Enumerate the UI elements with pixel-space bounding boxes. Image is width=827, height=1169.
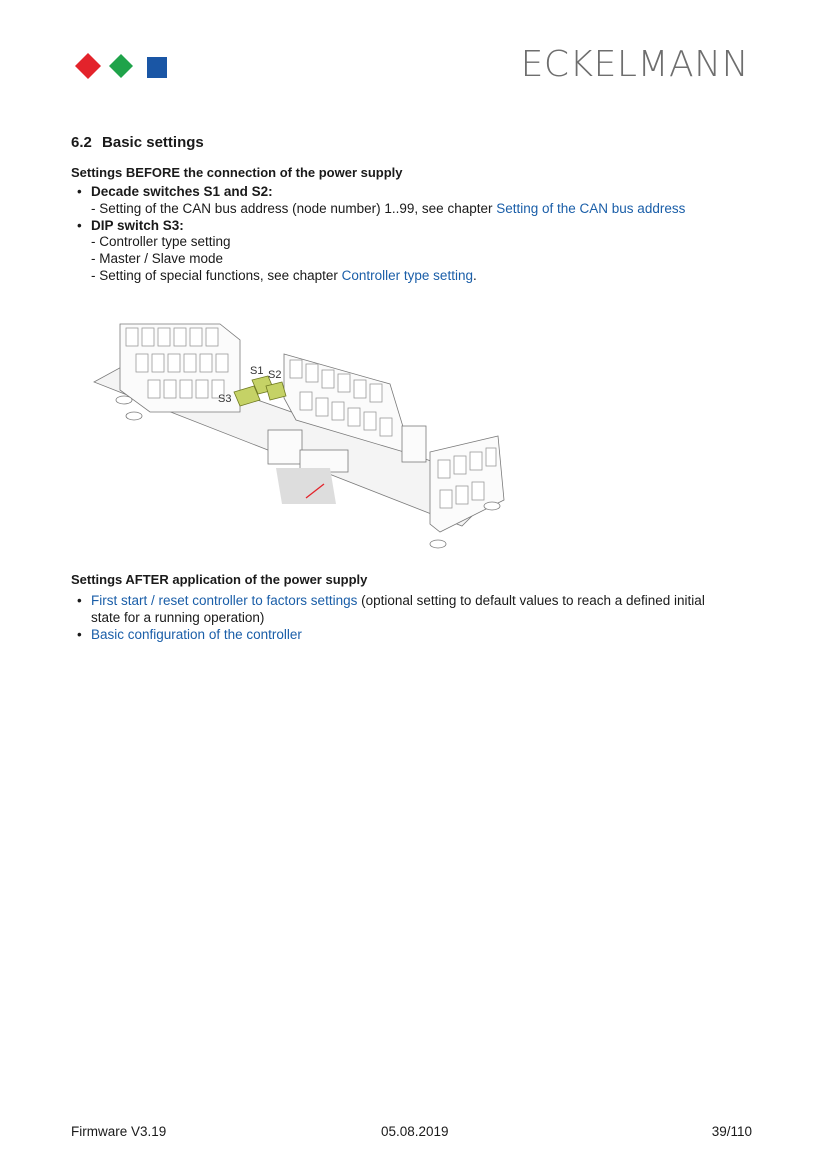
footer-firmware: Firmware V3.19	[71, 1124, 167, 1139]
after-heading: Settings AFTER application of the power supply	[71, 572, 368, 587]
section-title-text: Basic settings	[102, 134, 204, 151]
decade-title: • Decade switches S1 and S2:	[91, 184, 273, 199]
company-logo	[73, 52, 169, 80]
ribbon-cable	[276, 468, 336, 504]
list-item-first-start	[77, 593, 737, 627]
basic-config-link[interactable]: Basic configuration of the controller	[91, 626, 302, 642]
connector-bottom	[268, 430, 302, 464]
decade-line-text: - Setting of the CAN bus address (node number) 1..99, see chapter	[91, 200, 497, 216]
logo-blue-square	[147, 57, 167, 78]
controller-board-illustration	[90, 300, 510, 566]
first-start-text: (optional setting to default values to reach a defined initial state for a running operation)	[91, 593, 705, 625]
section-title	[71, 134, 204, 151]
brand-wordmark: ECKELMANN	[520, 44, 749, 85]
dip-line-2: - Master / Slave mode	[91, 251, 224, 267]
dip-line-3-end: .	[472, 267, 477, 283]
first-start-link[interactable]: First start / reset controller to factors settings	[91, 593, 358, 608]
decade-line	[91, 201, 685, 218]
list-item-basic-config	[77, 627, 737, 644]
footer-date: 05.08.2019	[381, 1124, 449, 1139]
label-s3: S3	[218, 393, 232, 405]
can-bus-link[interactable]: Setting of the CAN bus address	[496, 200, 686, 216]
before-heading: Settings BEFORE the connection of the power supply	[71, 165, 403, 180]
list-item-dip	[77, 218, 685, 285]
label-s2: S2	[268, 369, 282, 381]
before-list	[77, 184, 685, 285]
section-number: 6.2	[71, 134, 92, 151]
logo-red-diamond	[75, 53, 101, 79]
controller-type-link[interactable]: Controller type setting	[341, 267, 473, 283]
dip-title: • DIP switch S3:	[91, 217, 184, 233]
label-s1: S1	[250, 365, 264, 377]
after-list	[77, 593, 737, 643]
dip-line-1: - Controller type setting	[91, 234, 231, 250]
connector-small	[402, 426, 426, 462]
list-item-decade	[77, 184, 685, 218]
dip-line-3-text: - Setting of special functions, see chapter	[91, 267, 342, 283]
dip-line-3	[91, 268, 685, 285]
logo-green-diamond	[109, 54, 133, 78]
footer-page-number: 39/110	[711, 1124, 752, 1139]
